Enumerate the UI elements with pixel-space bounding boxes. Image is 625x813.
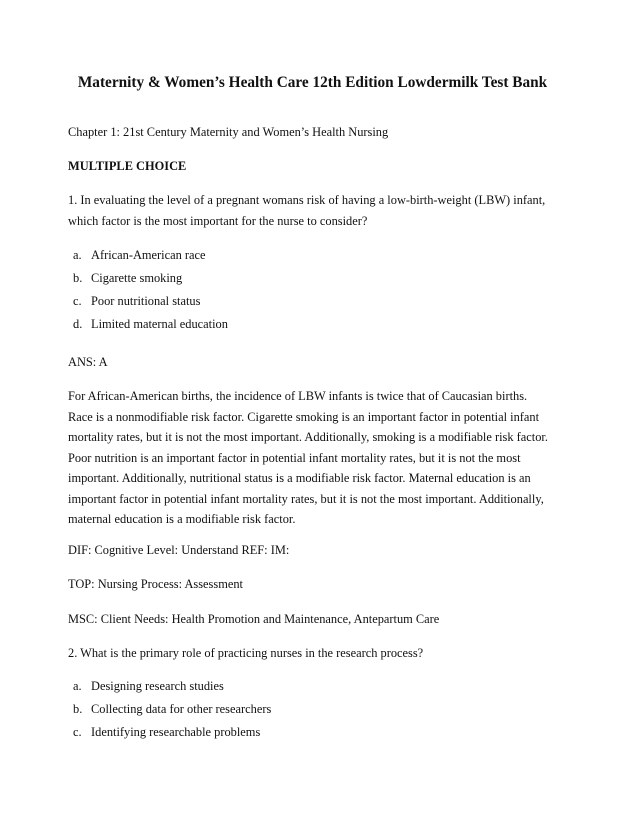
option-d — [73, 316, 228, 332]
rationale-line: important. Additionally, nutritional status is a modifiable risk factor. Maternal education is an — [68, 471, 531, 485]
difficulty-reference: DIF: Cognitive Level: Understand REF: IM: — [68, 543, 290, 557]
option-letter: a. — [73, 248, 82, 262]
question-stem — [68, 190, 558, 231]
topic: TOP: Nursing Process: Assessment — [68, 577, 243, 591]
option-text: Cigarette smoking — [91, 271, 183, 285]
rationale-line: mortality rates, but it is not the most important. Additionally, smoking is a modifiable risk factor. — [68, 430, 548, 444]
rationale — [68, 386, 558, 530]
option-c — [73, 724, 260, 740]
answer-key: ANS: A — [68, 355, 108, 369]
rationale-line: maternal education is a modifiable risk factor. — [68, 512, 296, 526]
option-letter: b. — [73, 702, 83, 716]
option-text: Collecting data for other researchers — [91, 702, 272, 716]
option-b — [73, 701, 271, 717]
option-text: Designing research studies — [91, 679, 224, 693]
option-text: Limited maternal education — [91, 317, 228, 331]
rationale-line: important factor in potential infant mortality rates, but it is not the most important. Additionally, — [68, 491, 544, 506]
stem-line: 1. In evaluating the level of a pregnant womans risk of having a low-birth-weight (LBW) infant, — [68, 193, 546, 207]
rationale-line: Race is a nonmodifiable risk factor. Cigarette smoking is an important factor in potential infant — [68, 409, 540, 424]
option-letter: c. — [73, 725, 82, 739]
option-a — [73, 678, 224, 694]
stem-line: which factor is the most important for the nurse to consider? — [68, 213, 368, 228]
chapter-heading: Chapter 1: 21st Century Maternity and Women’s Health Nursing — [68, 125, 389, 139]
rationale-line: Poor nutrition is an important factor in potential infant mortality rates, but it is not the most — [68, 450, 521, 465]
section-heading: MULTIPLE CHOICE — [68, 159, 187, 173]
rationale-line: For African-American births, the incidence of LBW infants is twice that of Caucasian births. — [68, 389, 528, 403]
option-letter: a. — [73, 679, 82, 693]
option-letter: d. — [73, 317, 83, 331]
option-text: Identifying researchable problems — [91, 725, 261, 739]
client-needs: MSC: Client Needs: Health Promotion and Maintenance, Antepartum Care — [68, 612, 440, 626]
option-text: Poor nutritional status — [91, 294, 201, 308]
option-text: African-American race — [91, 248, 206, 262]
option-c — [73, 293, 200, 309]
option-b — [73, 270, 182, 286]
question-stem: 2. What is the primary role of practicing nurses in the research process? — [68, 646, 424, 660]
document-title: Maternity & Women’s Health Care 12th Edition Lowdermilk Test Bank — [77, 74, 548, 91]
option-letter: c. — [73, 294, 82, 308]
option-a — [73, 247, 206, 263]
option-letter: b. — [73, 271, 83, 285]
